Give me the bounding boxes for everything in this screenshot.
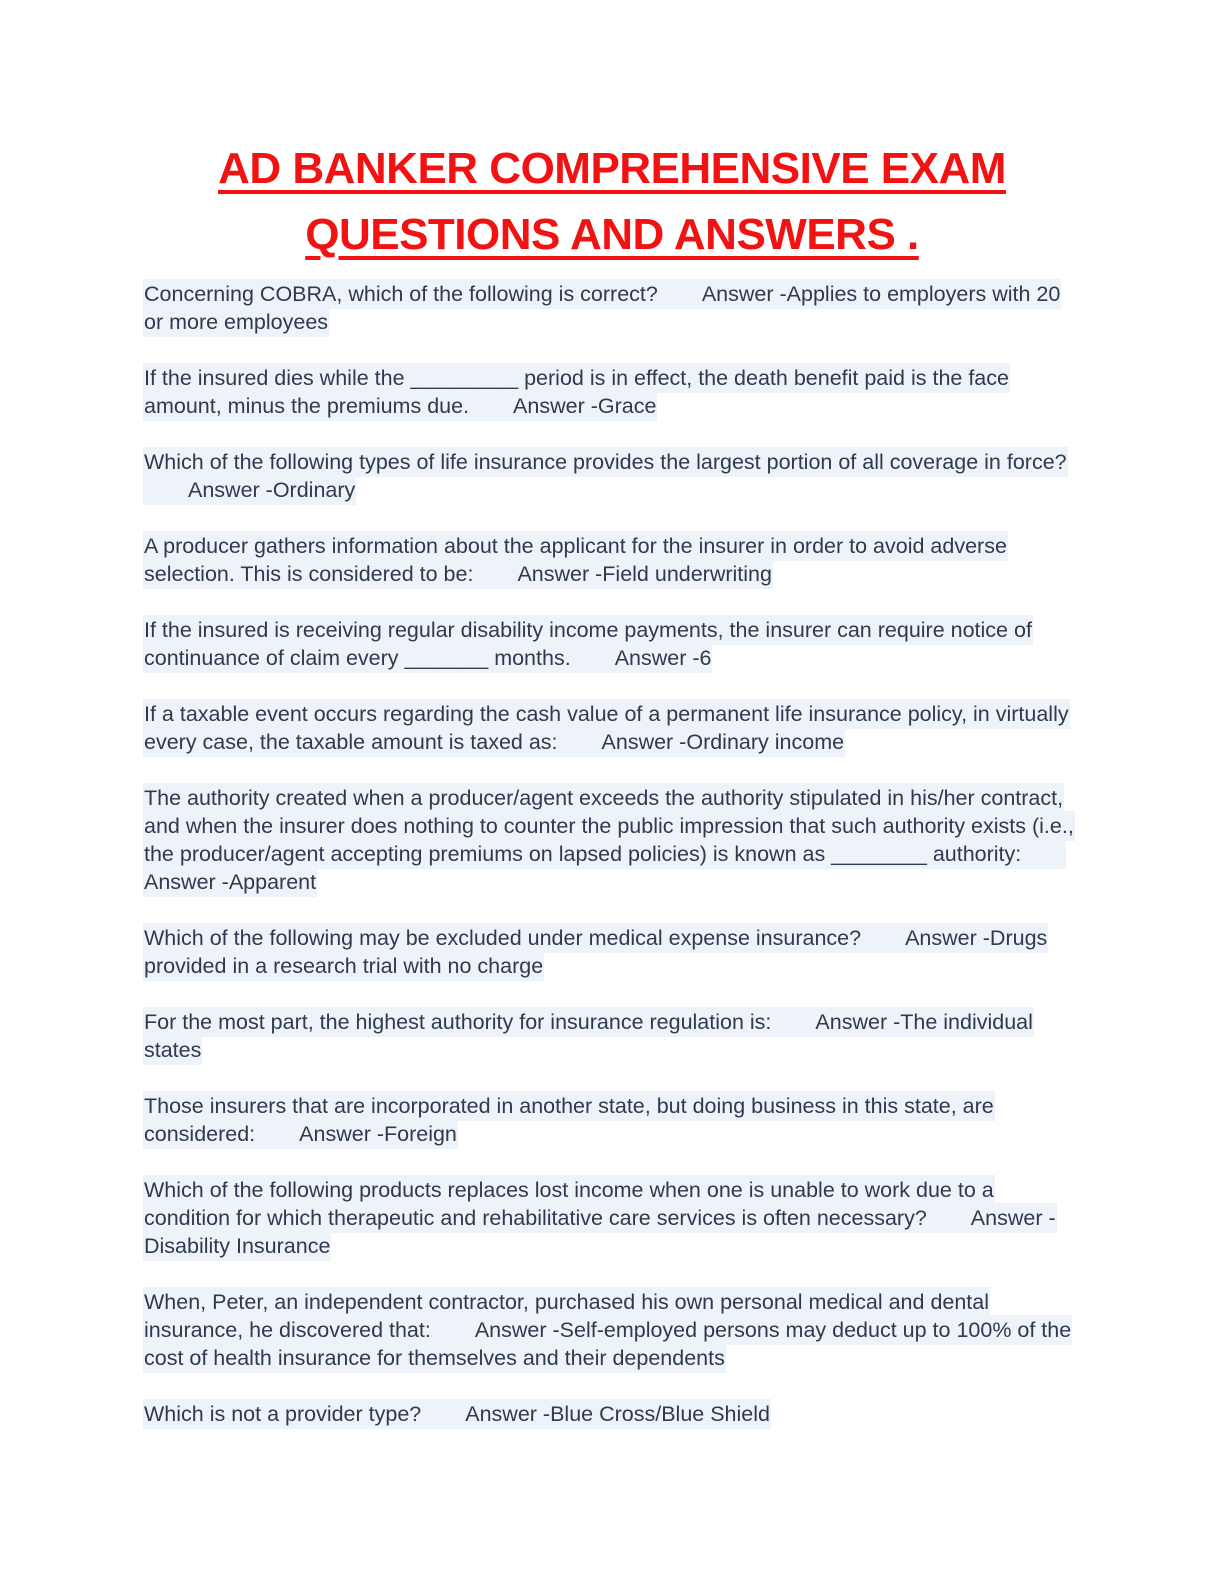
answer-text: Grace (597, 394, 657, 418)
answer-prefix: Answer - (701, 282, 787, 306)
question-text: When, Peter, an independent contractor, purchased his own personal medical and dental insurance, he discovered that: (144, 1290, 990, 1342)
answer-prefix: Answer - (815, 1010, 901, 1034)
document-title (143, 136, 1081, 268)
answer-prefix: Answer - (144, 870, 229, 894)
answer-gap (658, 300, 702, 301)
answer-prefix: Answer - (601, 730, 687, 754)
question-text: Concerning COBRA, which of the following is correct? (144, 282, 658, 306)
question-text: Those insurers that are incorporated in another state, but doing business in this state, are considered: (144, 1094, 994, 1146)
answer-gap (255, 1140, 299, 1141)
qa-item-4 (143, 532, 1079, 588)
answer-gap (421, 1420, 465, 1421)
question-text: Which of the following types of life insurance provides the largest portion of all coverage in force? (144, 450, 1067, 474)
answer-gap (558, 748, 602, 749)
question-text: A producer gathers information about the applicant for the insurer in order to avoid adverse selection. This is considered to be: (144, 534, 1007, 586)
qa-item-6 (143, 700, 1079, 756)
qa-item-7 (143, 784, 1079, 896)
answer-gap (431, 1336, 475, 1337)
answer-gap (469, 412, 513, 413)
qa-item-5 (143, 616, 1079, 672)
answer-text: Foreign (383, 1122, 457, 1146)
answer-prefix: Answer - (970, 1206, 1056, 1230)
qa-item-1 (143, 280, 1079, 336)
qa-item-11 (143, 1176, 1079, 1260)
question-text: The authority created when a producer/agent exceeds the authority stipulated in his/her contract, and when the insurer does nothing to counter the public impression that such authority exists (i.e., the producer/agent accepting premiums on lapsed policies) is known as ________ authority: (144, 786, 1074, 866)
answer-prefix: Answer - (188, 478, 273, 502)
question-text: If the insured is receiving regular disability income payments, the insurer can require notice of continuance of claim every _______ months. (144, 618, 1032, 670)
answer-gap (927, 1224, 971, 1225)
answer-prefix: Answer - (299, 1122, 384, 1146)
question-text: If a taxable event occurs regarding the cash value of a permanent life insurance policy, in virtually every case, the taxable amount is taxed as: (144, 702, 1069, 754)
answer-text: Drugs provided in a research trial with no charge (144, 926, 1048, 978)
qa-item-12 (143, 1288, 1079, 1372)
answer-text: 6 (699, 646, 712, 670)
answer-prefix: Answer - (474, 1318, 560, 1342)
qa-list (143, 280, 1079, 1428)
answer-text: Apparent (228, 870, 317, 894)
qa-item-9 (143, 1008, 1079, 1064)
answer-text: Disability Insurance (144, 1234, 331, 1258)
title-line-1: AD BANKER COMPREHENSIVE EXAM (218, 144, 1006, 193)
answer-text: Applies to employers with 20 or more employees (144, 282, 1061, 334)
qa-item-2 (143, 364, 1079, 420)
answer-gap (571, 664, 615, 665)
answer-prefix: Answer - (614, 646, 700, 670)
answer-gap (473, 580, 517, 581)
question-text: Which of the following products replaces lost income when one is unable to work due to a condition for which therapeutic and rehabilitative care services is often necessary? (144, 1178, 994, 1230)
question-text: Which is not a provider type? (144, 1402, 422, 1426)
qa-item-10 (143, 1092, 1079, 1148)
answer-text: Ordinary income (686, 730, 845, 754)
answer-text: Self-employed persons may deduct up to 100% of the cost of health insurance for themselves and their dependents (144, 1318, 1072, 1370)
answer-text: The individual states (144, 1010, 1033, 1062)
answer-gap (861, 944, 905, 945)
question-text: Which of the following may be excluded under medical expense insurance? (144, 926, 862, 950)
answer-text: Blue Cross/Blue Shield (550, 1402, 770, 1426)
qa-item-8 (143, 924, 1079, 980)
title-line-2: QUESTIONS AND ANSWERS . (305, 210, 919, 259)
answer-gap (144, 496, 188, 497)
answer-prefix: Answer - (513, 394, 598, 418)
answer-gap (771, 1028, 815, 1029)
qa-item-13 (143, 1400, 1079, 1428)
answer-text: Field underwriting (602, 562, 772, 586)
qa-item-3 (143, 448, 1079, 504)
answer-text: Ordinary (272, 478, 356, 502)
answer-gap (1021, 860, 1065, 861)
answer-prefix: Answer - (465, 1402, 551, 1426)
answer-prefix: Answer - (517, 562, 603, 586)
question-text: If the insured dies while the _________ period is in effect, the death benefit paid is the face amount, minus the premiums due. (144, 366, 1009, 418)
question-text: For the most part, the highest authority for insurance regulation is: (144, 1010, 772, 1034)
answer-prefix: Answer - (905, 926, 990, 950)
